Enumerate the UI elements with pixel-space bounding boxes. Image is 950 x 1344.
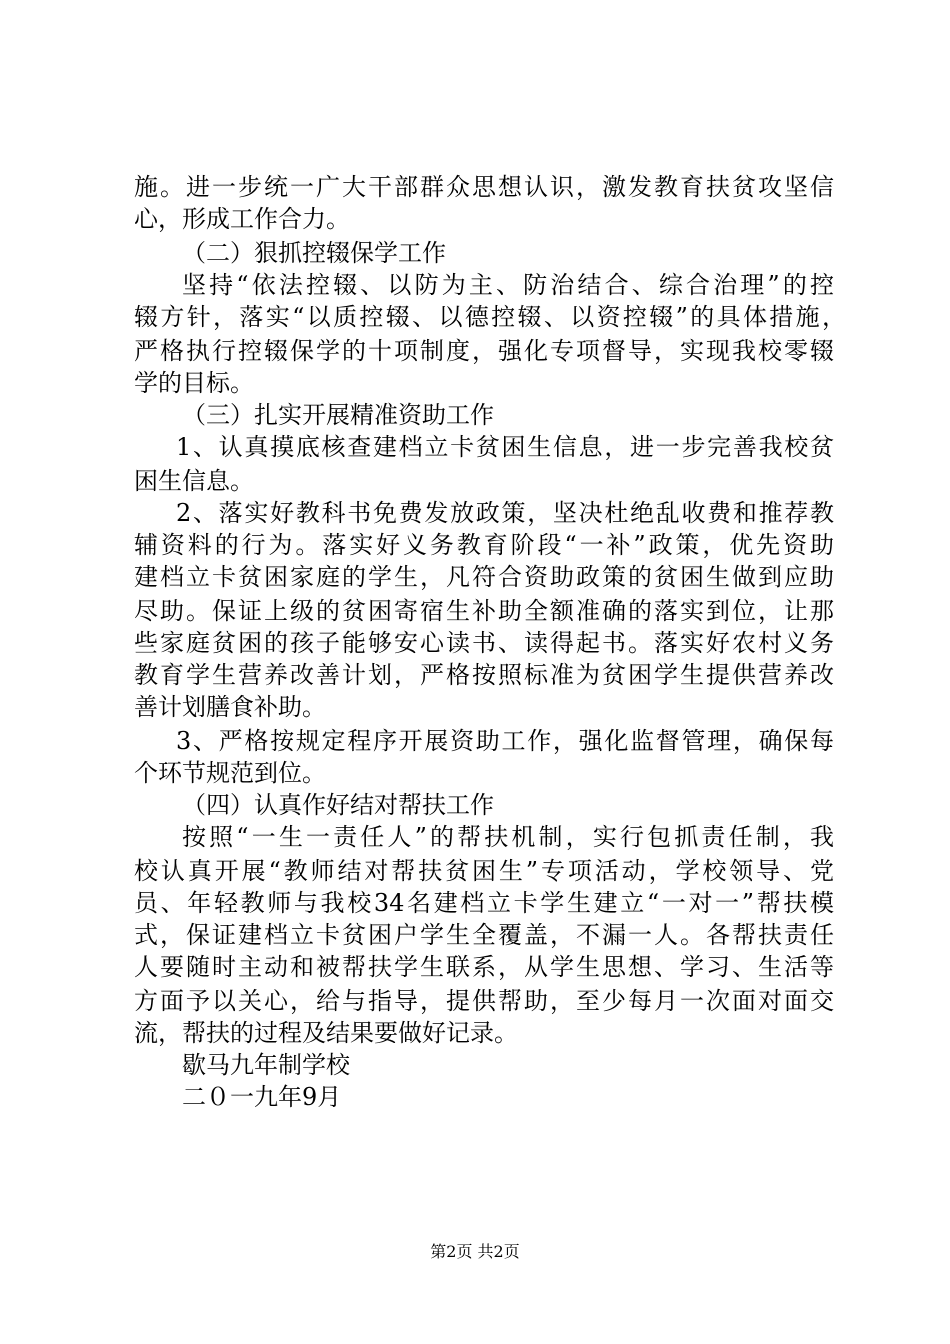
- text-line-18: 3、严格按规定程序开展资助工作，强化监督管理，确保每: [176, 727, 834, 755]
- text-line-10: 困生信息。: [134, 467, 254, 495]
- text-line-17: 善计划膳食补助。: [134, 693, 326, 721]
- text-line-24: 式，保证建档立卡贫困户学生全覆盖，不漏一人。各帮扶责任: [134, 921, 834, 949]
- text-line-16: 教育学生营养改善计划，严格按照标准为贫困学生提供营养改: [134, 661, 834, 689]
- text-line-6: 严格执行控辍保学的十项制度，强化专项督导，实现我校零辍: [134, 337, 834, 365]
- text-line-1: 施。进一步统一广大干部群众思想认识，激发教育扶贫攻坚信: [134, 173, 834, 201]
- section-heading-3: （三）扎实开展精准资助工作: [182, 401, 494, 429]
- section-heading-4: （四）认真作好结对帮扶工作: [182, 791, 494, 819]
- text-line-5: 辍方针，落实“以质控辍、以德控辍、以资控辍”的具体措施，: [134, 303, 846, 331]
- text-line-13: 建档立卡贫困家庭的学生，凡符合资助政策的贫困生做到应助: [134, 563, 834, 591]
- text-line-4: 坚持“依法控辍、以防为主、防治结合、综合治理”的控: [182, 271, 834, 299]
- text-line-11: 2、落实好教科书免费发放政策，坚决杜绝乱收费和推荐教: [176, 499, 834, 527]
- signature-date: 二０一九年9月: [182, 1083, 342, 1111]
- section-heading-2: （二）狠抓控辍保学工作: [182, 239, 446, 267]
- text-line-14: 尽助。保证上级的贫困寄宿生补助全额准确的落实到位，让那: [134, 597, 834, 625]
- text-line-9: 1、认真摸底核查建档立卡贫困生信息，进一步完善我校贫: [176, 433, 834, 461]
- text-line-22: 校认真开展“教师结对帮扶贫困生”专项活动，学校领导、党: [134, 857, 834, 885]
- text-line-2: 心，形成工作合力。: [134, 205, 350, 233]
- text-line-25: 人要随时主动和被帮扶学生联系，从学生思想、学习、生活等: [134, 953, 834, 981]
- text-line-23: 员、年轻教师与我校34名建档立卡学生建立“一对一”帮扶模: [134, 889, 834, 917]
- text-line-12: 辅资料的行为。落实好义务教育阶段“一补”政策，优先资助: [134, 531, 834, 559]
- text-line-15: 些家庭贫困的孩子能够安心读书、读得起书。落实好农村义务: [134, 629, 834, 657]
- text-line-26: 方面予以关心，给与指导，提供帮助，至少每月一次面对面交: [134, 987, 834, 1015]
- page-number-footer: 第2页 共2页: [430, 1242, 520, 1261]
- text-line-7: 学的目标。: [134, 369, 254, 397]
- text-line-21: 按照“一生一责任人”的帮扶机制，实行包抓责任制，我: [182, 823, 834, 851]
- signature-school: 歇马九年制学校: [182, 1051, 350, 1079]
- text-line-27: 流，帮扶的过程及结果要做好记录。: [134, 1019, 518, 1047]
- text-line-19: 个环节规范到位。: [134, 759, 326, 787]
